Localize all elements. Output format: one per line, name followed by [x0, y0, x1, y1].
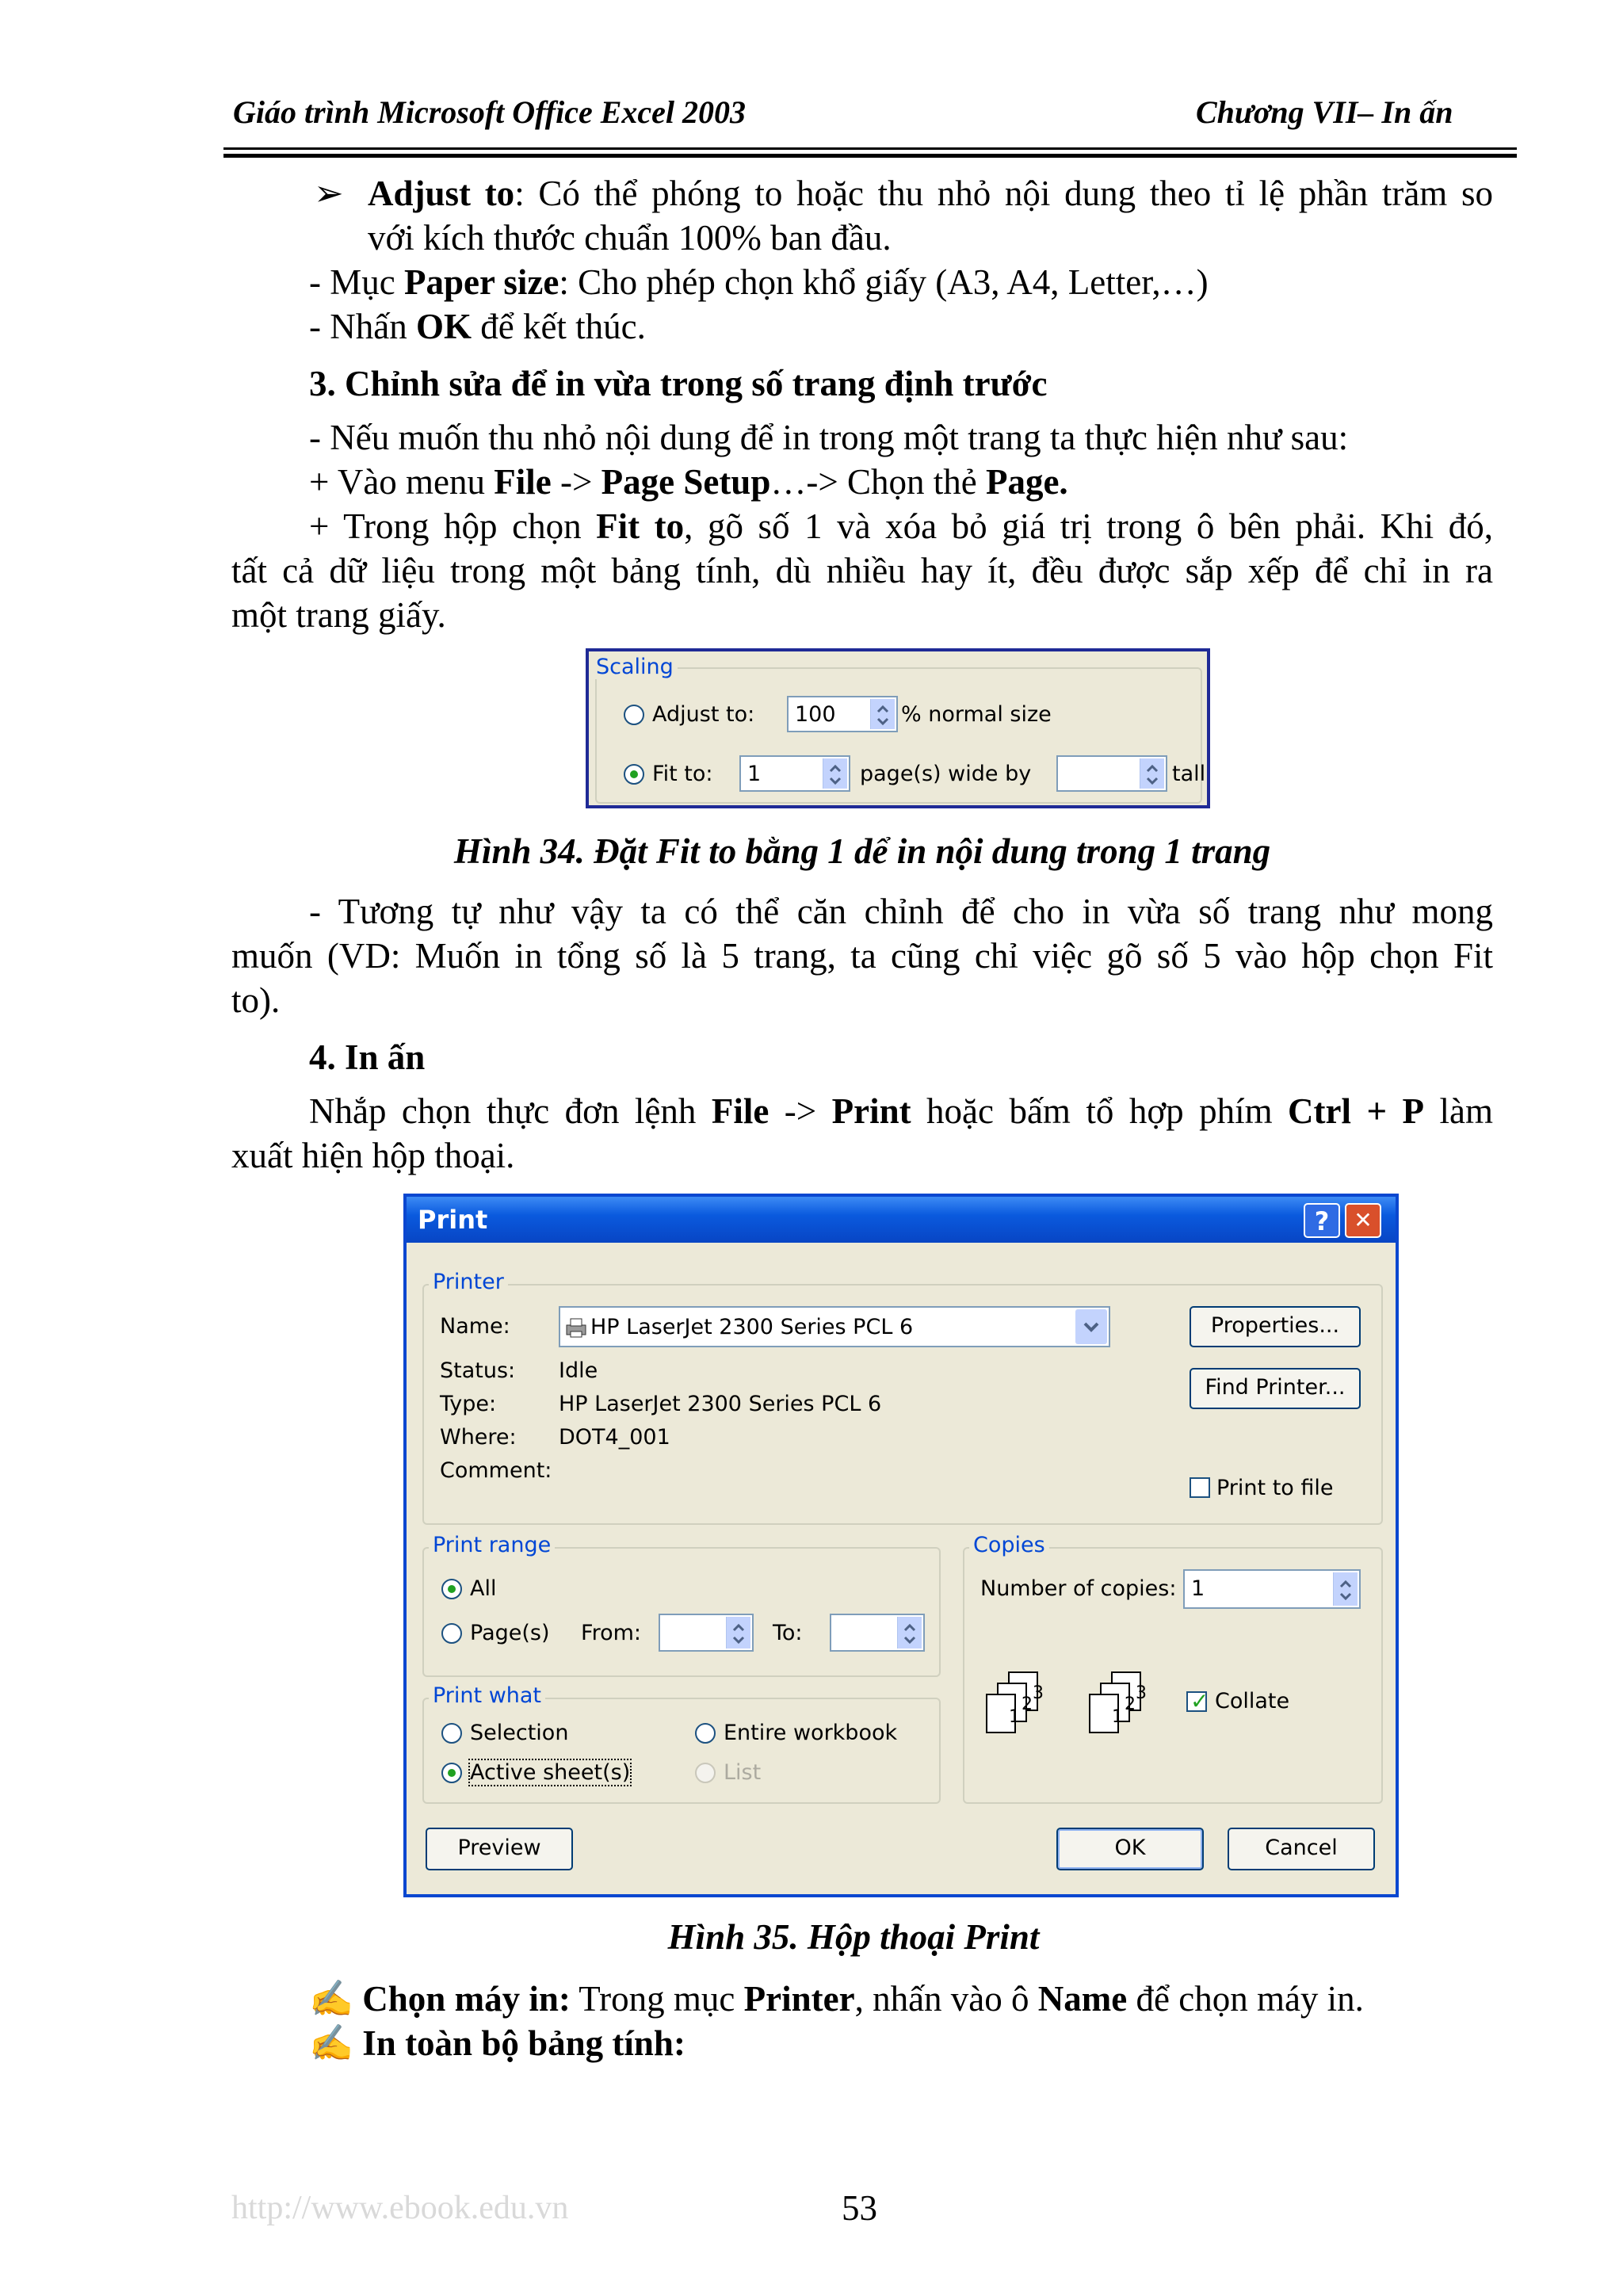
ok-button[interactable]: OK [1056, 1828, 1204, 1870]
section4-line1: Nhắp chọn thực đơn lệnh File -> Print hoặc bấm tổ hợp phím Ctrl + P làm [309, 1091, 1493, 1131]
header-title: Giáo trình Microsoft Office Excel 2003 [233, 94, 747, 130]
fit-to-wide-spin-buttons[interactable] [823, 758, 847, 789]
print-dialog [403, 1194, 1399, 1897]
preview-button[interactable]: Preview [426, 1828, 573, 1870]
adjust-to-line2: với kích thước chuẩn 100% ban đầu. [368, 218, 892, 258]
header-chapter: Chương VII– In ấn [1196, 94, 1453, 130]
section3-para-line2: tất cả dữ liệu trong một bảng tính, dù nhiều hay ít, đều được sắp xếp để chỉ in ra [231, 551, 1493, 590]
type-label: Type: [440, 1392, 497, 1416]
pages-label: Page(s) [470, 1621, 550, 1645]
fit-to-label: Fit to: [652, 762, 713, 786]
adjust-to-line1: Adjust to: Có thể phóng to hoặc thu nhỏ nội dung theo tỉ lệ phần trăm so [368, 174, 1493, 213]
to-spinner[interactable] [830, 1614, 925, 1652]
copies-spin-buttons[interactable] [1333, 1572, 1358, 1606]
close-icon[interactable]: ✕ [1345, 1203, 1381, 1238]
similar-line2: muốn (VD: Muốn in tổng số là 5 trang, ta cũng chỉ việc gõ số 5 vào hộp chọn Fit [231, 936, 1493, 976]
print-dialog-title: Print [418, 1205, 488, 1235]
number-of-copies-label: Number of copies: [980, 1576, 1177, 1601]
print-all-line: ✍ In toàn bộ bảng tính: [309, 2023, 685, 2063]
section4-line2: xuất hiện hộp thoại. [231, 1136, 515, 1175]
header-rule [223, 147, 1517, 150]
section3-line1: - Nếu muốn thu nhỏ nội dung để in trong một trang ta thực hiện như sau: [309, 418, 1349, 457]
fit-to-tall-spin-buttons[interactable] [1140, 758, 1164, 789]
printer-name-select[interactable] [559, 1306, 1110, 1347]
status-label: Status: [440, 1358, 516, 1383]
help-icon[interactable]: ? [1304, 1203, 1340, 1238]
print-title-bar [407, 1197, 1396, 1243]
from-label: From: [581, 1621, 641, 1645]
comment-label: Comment: [440, 1458, 552, 1483]
cancel-button[interactable]: Cancel [1228, 1828, 1375, 1870]
from-spinner[interactable] [659, 1614, 754, 1652]
choose-printer-line: ✍ Chọn máy in: Trong mục Printer, nhấn vào ô Name để chọn máy in. [309, 1979, 1364, 2019]
print-to-file-label: Print to file [1216, 1476, 1334, 1500]
printer-group-label: Printer [429, 1270, 508, 1294]
section3-para-line1: + Trong hộp chọn Fit to, gõ số 1 và xóa bỏ giá trị trong ô bên phải. Khi đó, [309, 506, 1493, 546]
uncollated-digit-1: 1 [1009, 1707, 1020, 1727]
uncollated-digit-2: 2 [1022, 1694, 1033, 1714]
adjust-to-spinner[interactable] [787, 696, 898, 732]
section4-heading: 4. In ấn [309, 1037, 426, 1077]
to-spin-buttons[interactable] [897, 1617, 922, 1648]
tall-label: tall [1172, 762, 1206, 786]
all-label: All [470, 1576, 497, 1601]
chevron-down-icon[interactable] [1075, 1309, 1107, 1344]
bullet-arrow: ➢ [314, 174, 344, 213]
collated-digit-3: 3 [1136, 1683, 1147, 1703]
status-value: Idle [559, 1358, 598, 1383]
collate-label: Collate [1215, 1689, 1290, 1713]
copies-spinner[interactable] [1183, 1569, 1361, 1609]
collated-digit-2: 2 [1125, 1694, 1136, 1714]
press-ok-line: - Nhấn OK để kết thúc. [309, 307, 646, 346]
scaling-figure [586, 648, 1210, 808]
find-printer-button[interactable]: Find Printer... [1190, 1368, 1361, 1409]
header-rule-thick [223, 154, 1517, 158]
figure35-caption: Hình 35. Hộp thoại Print [667, 1917, 1040, 1957]
print-range-label: Print range [429, 1533, 555, 1557]
collated-digit-1: 1 [1112, 1707, 1123, 1727]
all-radio[interactable] [441, 1579, 462, 1599]
fit-to-wide-spinner[interactable] [739, 755, 850, 792]
properties-button[interactable]: Properties... [1190, 1306, 1361, 1347]
copies-value: 1 [1191, 1576, 1205, 1601]
figure34-caption: Hình 34. Đặt Fit to bằng 1 dể in nội dung trong 1 trang [453, 831, 1271, 871]
footer-url: http://www.ebook.edu.vn [231, 2190, 569, 2226]
type-value: HP LaserJet 2300 Series PCL 6 [559, 1392, 882, 1416]
printer-icon [565, 1317, 587, 1338]
active-sheets-radio[interactable] [441, 1763, 462, 1783]
uncollated-pages-icon [980, 1671, 1044, 1748]
adjust-to-spin-buttons[interactable] [870, 699, 895, 729]
adjust-to-label: Adjust to: [652, 702, 755, 727]
page-number: 53 [842, 2188, 877, 2228]
from-spin-buttons[interactable] [726, 1617, 750, 1648]
paper-size-line: - Mục Paper size: Cho phép chọn khổ giấy (A3, A4, Letter,…) [309, 262, 1209, 302]
printer-name-value: HP LaserJet 2300 Series PCL 6 [590, 1315, 914, 1339]
section3-heading: 3. Chỉnh sửa để in vừa trong số trang định trước [309, 364, 1048, 403]
print-what-group [422, 1698, 941, 1804]
writing-hand-icon: ✍ [309, 2023, 354, 2063]
adjust-to-value: 100 [795, 702, 836, 727]
print-to-file-checkbox[interactable] [1190, 1477, 1210, 1498]
collate-checkbox[interactable] [1186, 1688, 1209, 1714]
list-label: List [724, 1760, 762, 1785]
selection-radio[interactable] [441, 1723, 462, 1744]
adjust-to-radio[interactable] [624, 705, 644, 725]
similar-line1: - Tương tự như vậy ta có thể căn chỉnh để cho in vừa số trang như mong [309, 892, 1493, 931]
list-radio[interactable] [695, 1763, 716, 1783]
uncollated-digit-3: 3 [1033, 1683, 1044, 1703]
section3-line2: + Vào menu File -> Page Setup…-> Chọn thẻ Page. [309, 462, 1068, 502]
where-label: Where: [440, 1425, 517, 1450]
collated-pages-icon [1083, 1671, 1147, 1748]
fit-to-wide-value: 1 [747, 762, 762, 786]
print-range-group [422, 1547, 941, 1677]
fit-to-radio[interactable] [624, 764, 644, 785]
selection-label: Selection [470, 1721, 569, 1745]
to-label: To: [773, 1621, 803, 1645]
name-label: Name: [440, 1314, 510, 1339]
similar-line3: to). [231, 980, 281, 1020]
check-icon: ✓ [1190, 1688, 1209, 1714]
active-sheets-label: Active sheet(s) [470, 1760, 631, 1785]
pages-radio[interactable] [441, 1623, 462, 1644]
writing-hand-icon: ✍ [309, 1979, 354, 2019]
print-what-label: Print what [429, 1683, 545, 1708]
pages-wide-label: page(s) wide by [860, 762, 1032, 786]
entire-workbook-radio[interactable] [695, 1723, 716, 1744]
scaling-group-label: Scaling [592, 655, 678, 679]
fit-to-tall-spinner[interactable] [1056, 755, 1167, 792]
entire-workbook-label: Entire workbook [724, 1721, 898, 1745]
section3-para-line3: một trang giấy. [231, 595, 446, 635]
where-value: DOT4_001 [559, 1425, 670, 1450]
normal-size-label: % normal size [901, 702, 1052, 727]
copies-label: Copies [969, 1533, 1049, 1557]
